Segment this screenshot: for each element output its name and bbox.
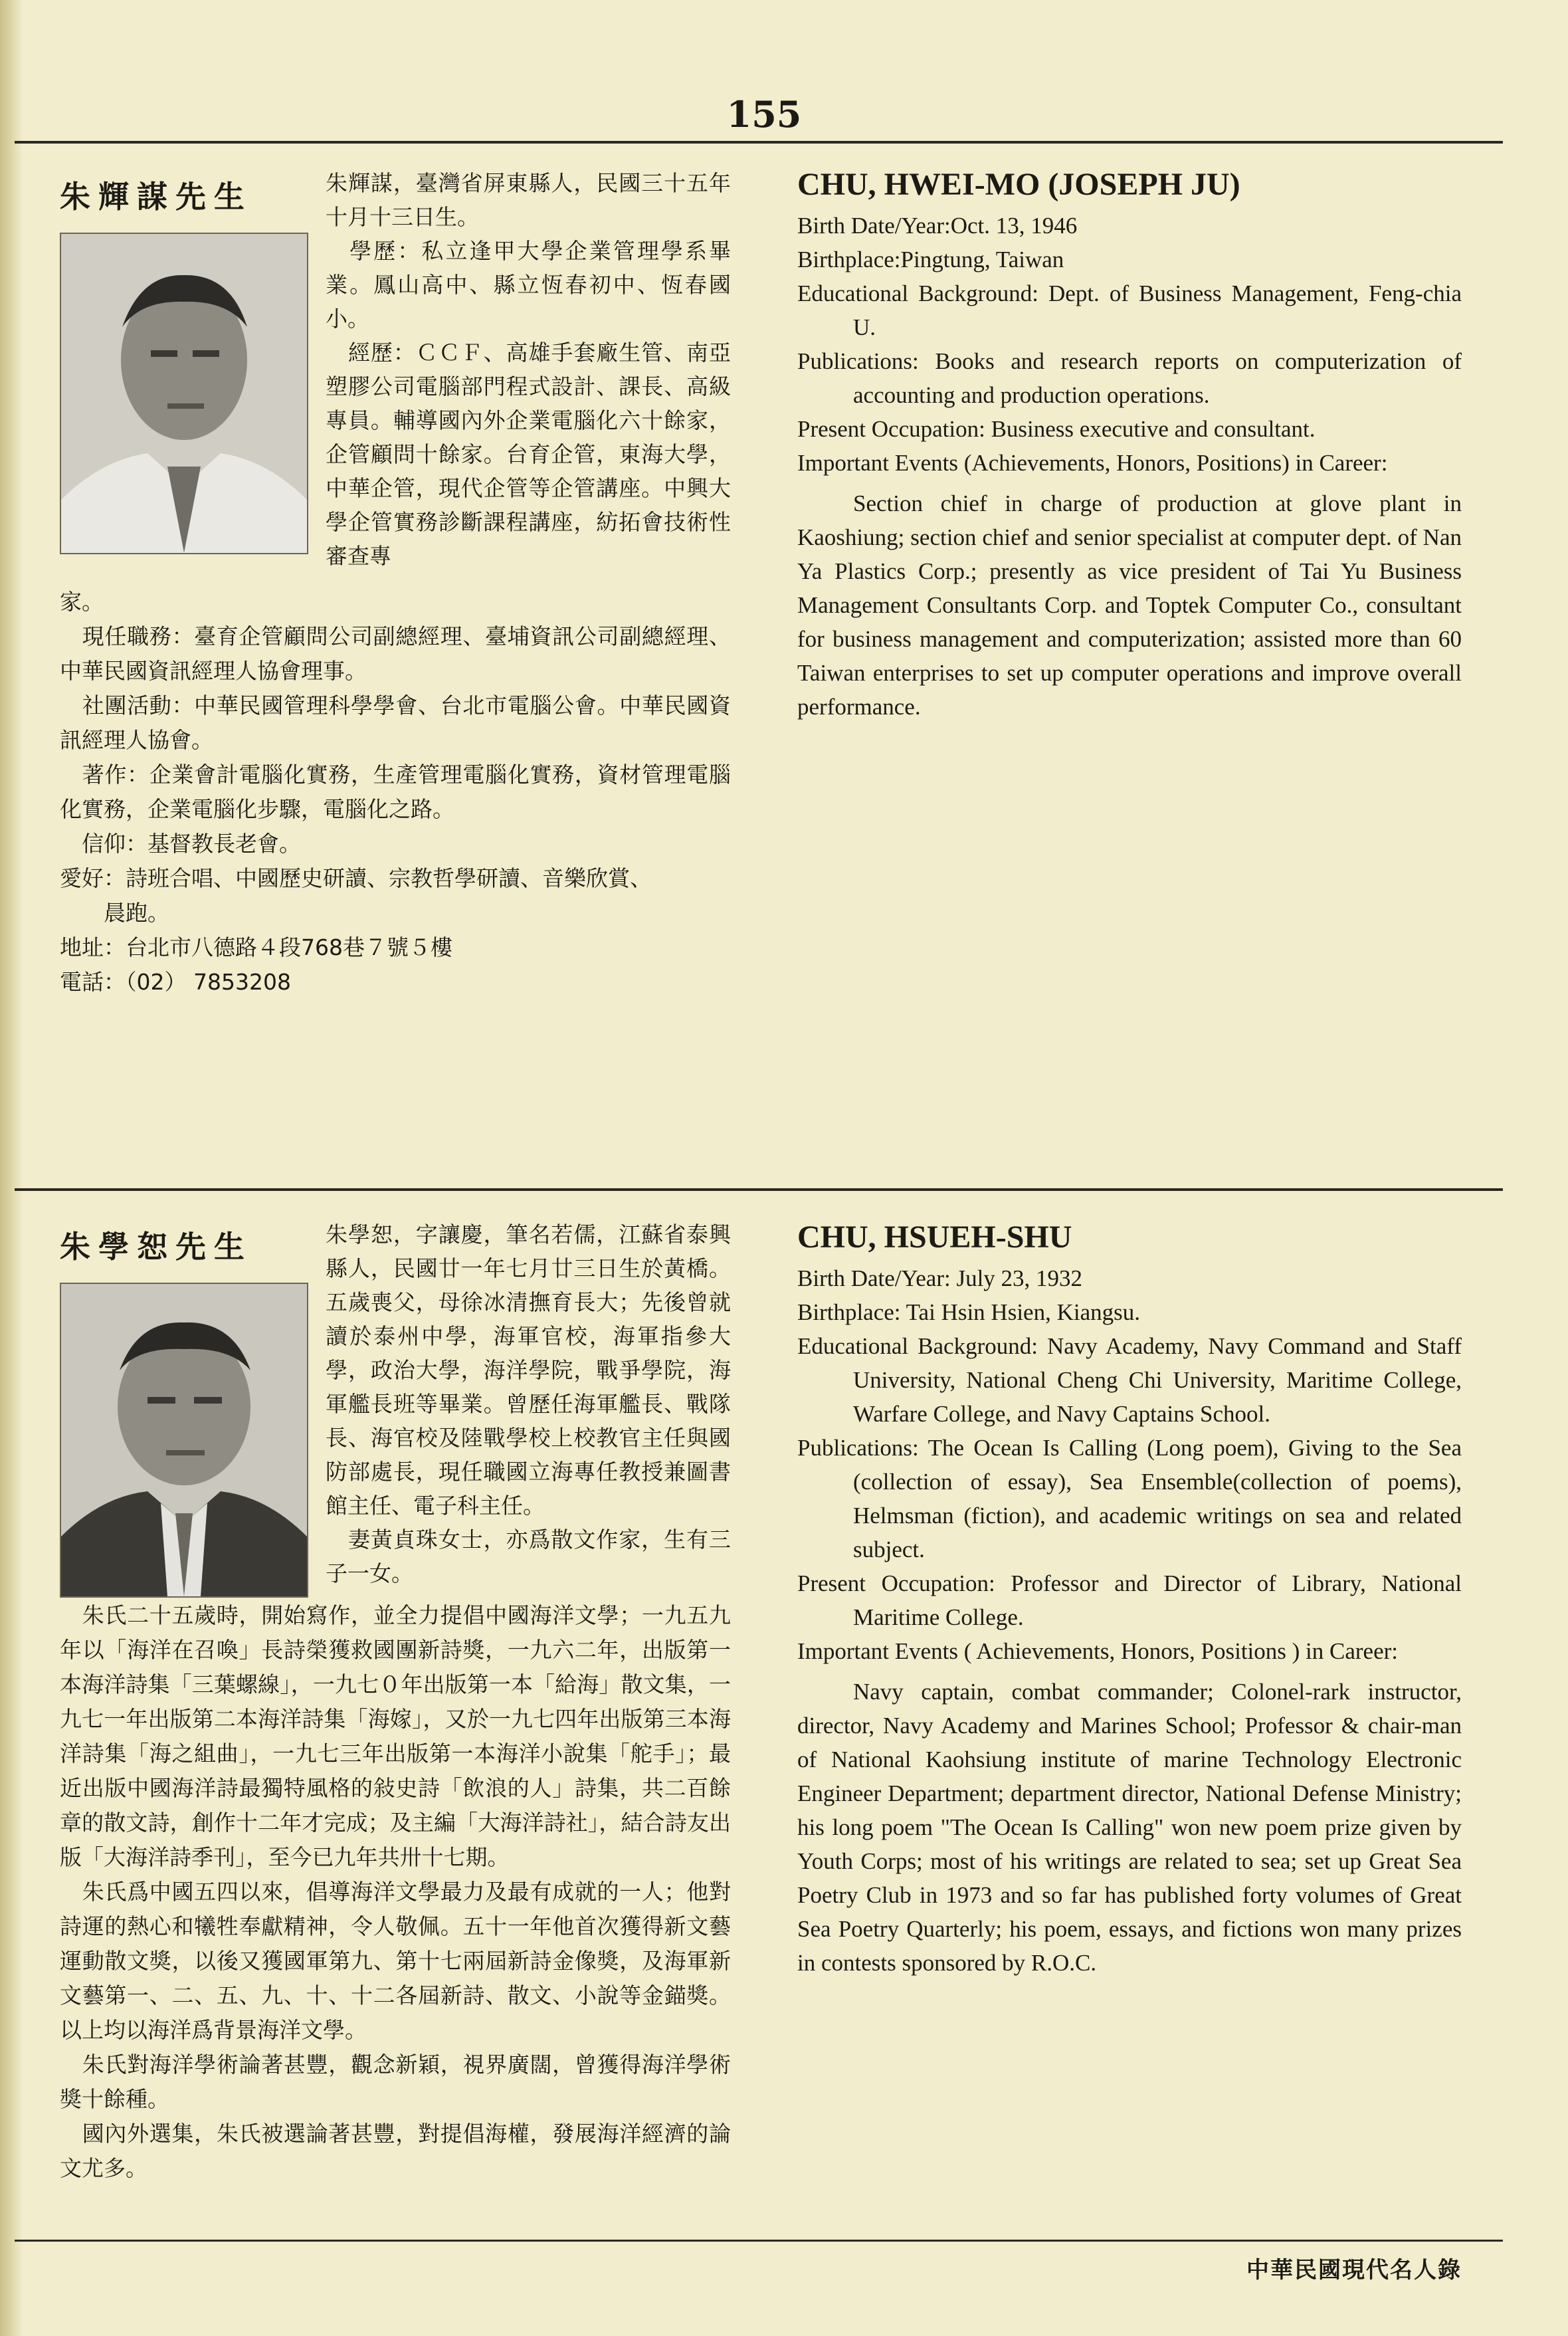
portrait-image [61,1284,307,1596]
important-events-heading: Important Events (Achievements, Honors, Positions) in Career: [797,450,1388,476]
portrait-photo [60,1283,308,1598]
chinese-intro-text: 朱輝謀，臺灣省屏東縣人，民國三十五年十月十三日生。 學歷：私立逢甲大學企業管理學系畢業。鳳山高中、縣立恆春初中、恆春國小。 經歷：ＣＣＦ、高雄手套廠生管、南亞塑膠公司電腦部門程式設計、課長、高級專員。輔導國內外企業電腦化六十餘家，企管顧問十餘家。台育企管，東海大學，中華企管，現代企管等企管講座。中興大學企管實務診斷課程講座，紡拓會技術性審查專 [326,170,731,569]
educational-background: Educational Background: Navy Academy, Navy Command and Staff University, National Cheng Chi University, Maritime College, Warfare College, and Navy Captains School. [797,1333,1462,1427]
chinese-name: 朱輝謀先生 [60,179,252,215]
biography-entry [0,1203,1568,2233]
page-number: 155 [726,93,802,136]
birth-date: Birth Date/Year: July 23, 1932 [797,1265,1083,1291]
chinese-name: 朱學恕先生 [60,1229,252,1265]
chinese-intro-text: 朱學恕，字讓慶，筆名若儒，江蘇省泰興縣人，民國廿一年七月廿三日生於黃橋。五歲喪父，母徐冰清撫育長大；先後曾就讀於泰州中學，海軍官校，海軍指參大學，政治大學，海洋學院，戰爭學院，海軍艦長班等畢業。曾歷任海軍艦長、戰隊長、海官校及陸戰學校上校教官主任與國防部處長，現任職國立海專任教授兼圖書館主任、電子科主任。 妻黃貞珠女士，亦爲散文作家，生有三子一女。 [326,1221,731,1586]
present-occupation: Present Occupation: Business executive and consultant. [797,416,1316,442]
biography-entry [0,153,1568,1176]
bottom-rule [15,2240,1503,2242]
publications: Publications: Books and research reports on computerization of accounting and production operations. [797,348,1462,408]
chinese-body-text: 朱氏二十五歲時，開始寫作，並全力提倡中國海洋文學；一九五九年以「海洋在召喚」長詩榮獲救國團新詩獎，一九六二年，出版第一本海洋詩集「三葉螺線」，一九七０年出版第一本「給海」散文集，一九七一年出版第二本海洋詩集「海嫁」，又於一九七四年出版第三本海洋詩集「海之組曲」，一九七三年出版第一本海洋小說集「舵手」；最近出版中國海洋詩最獨特風格的敍史詩「飲浪的人」詩集，共二百餘章的散文詩，創作十二年才完成；及主編「大海洋詩社」，結合詩友出版「大海洋詩季刊」，至今已九年共卅十七期。 朱氏爲中國五四以來，倡導海洋文學最力及最有成就的一人；他對詩運的熱心和犧牲奉獻精神，令人敬佩。五十一年他首次獲得新文藝運動散文獎，以後又獲國軍第九、第十七兩屆新詩金像獎，及海軍新文藝第一、二、五、九、十、十二各屆新詩、散文、小說等金錨獎。以上均以海洋爲背景海洋文學。 朱氏對海洋學術論著甚豐，觀念新穎，視界廣闊，曾獲得海洋學術獎十餘種。 國內外選集，朱氏被選論著甚豐，對提倡海權，發展海洋經濟的論文尤多。 [60,1602,731,2181]
chinese-body-text: 家。 現任職務：臺育企管顧問公司副總經理、臺埔資訊公司副總經理、中華民國資訊經理人協會理事。 社團活動：中華民國管理科學學會、台北市電腦公會。中華民國資訊經理人協會。 著作：企業會計電腦化實務，生產管理電腦化實務，資材管理電腦化實務，企業電腦化步驟，電腦化之路。 信仰：基督教長老會。 愛好：詩班合唱、中國歷史研讀、宗教哲學研讀、音樂欣賞、 晨跑。 地址：台北市八德路４段768巷７號５樓 電話：（02） 7853208 [60,589,731,995]
educational-background: Educational Background: Dept. of Business Management, Feng-chia U. [797,280,1462,340]
portrait-photo [60,233,308,554]
portrait-image [61,234,307,553]
birthplace: Birthplace: Tai Hsin Hsien, Kiangsu. [797,1299,1140,1325]
career-paragraph: Section chief in charge of production at glove plant in Kaoshiung; section chief and senior specialist at computer dept. of Nan Ya Plastics Corp.; presently as vice president of Tai Yu Business Management Consultants Corp. and Toptek Computer Co., consultant for business management and computerization; assisted more than 60 Taiwan enterprises to set up computer operations and improve overall performance. [797,490,1462,720]
birthplace: Birthplace:Pingtung, Taiwan [797,247,1064,272]
career-paragraph: Navy captain, combat commander; Colonel-rark instructor, director, Navy Academy and Marines School; Professor & chair-man of National Kaohsiung institute of marine Technology Electronic Engineer Department; department director, National Defense Ministry; his long poem "The Ocean Is Calling" won new poem prize given by Youth Corps; most of his writings are related to sea; set up Great Sea Poetry Club in 1973 and so far has published forty volumes of Great Sea Poetry Quarterly; his poem, essays, and fictions won many prizes in contests sponsored by R.O.C. [797,1679,1462,1976]
top-rule [15,141,1503,144]
english-biography [797,165,1462,724]
english-biography [797,1218,1462,1980]
publications: Publications: The Ocean Is Calling (Long poem), Giving to the Sea (collection of essay), Sea Ensemble(collection of poems), Helmsman (fiction), and academic writings on sea and related subject. [797,1435,1462,1562]
english-name: CHU, HWEI-MO (JOSEPH JU) [797,167,1240,202]
birth-date: Birth Date/Year:Oct. 13, 1946 [797,213,1078,239]
important-events-heading: Important Events ( Achievements, Honors, Positions ) in Career: [797,1638,1399,1664]
english-name: CHU, HSUEH-SHU [797,1220,1072,1255]
entry-divider [15,1188,1503,1191]
book-title-footer: 中華民國現代名人錄 [1246,2257,1462,2283]
present-occupation: Present Occupation: Professor and Director of Library, National Maritime College. [797,1570,1462,1630]
